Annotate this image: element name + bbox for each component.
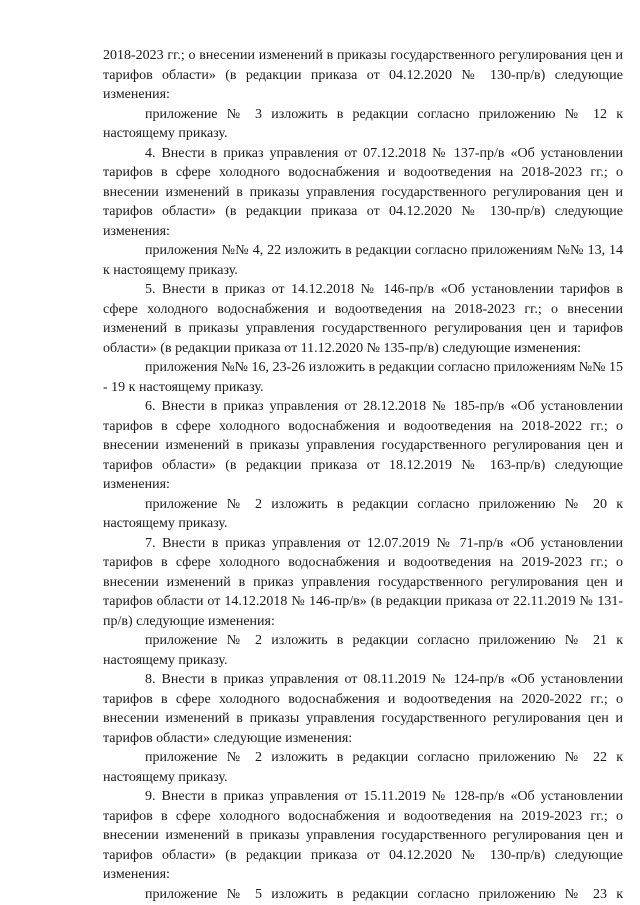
paragraph-appendix-13-14: приложения №№ 4, 22 изложить в редакции согласно приложениям №№ 13, 14 к настоящему приказу.: [103, 243, 623, 278]
paragraph-item-7: 7. Внести в приказ управления от 12.07.2019 № 71-пр/в «Об установлении тарифов в сфере холодного водоснабжения и водоотведения на 2019-2023 гг.; о внесении изменений в приказ управления государственного регулирования цен и тарифов области от 14.12.2018 № 146-пр/в» (в редакции приказа от 22.11.2019 № 131-пр/в) следующие изменения:: [103, 535, 623, 629]
paragraph-item-8: 8. Внести в приказ управления от 08.11.2019 № 124-пр/в «Об установлении тарифов в сфере холодного водоснабжения и водоотведения на 2020-2022 гг.; о внесении изменений в приказы управления государственного регулирования цен и тарифов области» следующие изменения:: [103, 672, 623, 746]
paragraph-appendix-23: приложение № 5 изложить в редакции согласно приложению № 23 к: [145, 886, 623, 902]
paragraph-appendix-22: приложение № 2 изложить в редакции согласно приложению № 22 к настоящему приказу.: [103, 750, 623, 785]
paragraph-continuation: 2018-2023 гг.; о внесении изменений в приказы государственного регулирования цен и тарифов области» (в редакции приказа от 04.12.2020 № 130-пр/в) следующие изменения:: [103, 48, 623, 102]
paragraph-appendix-15-19: приложения №№ 16, 23-26 изложить в редакции согласно приложениям №№ 15 - 19 к настоящему приказу.: [103, 360, 623, 395]
document-body: [103, 46, 623, 904]
paragraph-appendix-21: приложение № 2 изложить в редакции согласно приложению № 21 к настоящему приказу.: [103, 633, 623, 668]
paragraph-item-5: 5. Внести в приказ от 14.12.2018 № 146-пр/в «Об установлении тарифов в сфере холодного водоснабжения и водоотведения на 2018-2023 гг.; о внесении изменений в приказы управления государственного регулирования цен и тарифов области» (в редакции приказа от 11.12.2020 № 135-пр/в) следующие изменения:: [103, 282, 623, 356]
paragraph-appendix-20: приложение № 2 изложить в редакции согласно приложению № 20 к настоящему приказу.: [103, 496, 623, 531]
paragraph-appendix-12: приложение № 3 изложить в редакции согласно приложению № 12 к настоящему приказу.: [103, 106, 623, 141]
paragraph-item-6: 6. Внести в приказ управления от 28.12.2018 № 185-пр/в «Об установлении тарифов в сфере холодного водоснабжения и водоотведения на 2018-2022 гг.; о внесении изменений в приказы управления государственного регулирования цен и тарифов области» (в редакции приказа от 18.12.2019 № 163-пр/в) следующие изменения:: [103, 399, 623, 492]
paragraph-item-9: 9. Внести в приказ управления от 15.11.2019 № 128-пр/в «Об установлении тарифов в сфере холодного водоснабжения и водоотведения на 2019-2023 гг.; о внесении изменений в приказы управления государственного регулирования цен и тарифов области» (в редакции приказа от 04.12.2020 № 130-пр/в) следующие изменения:: [103, 789, 623, 882]
paragraph-item-4: 4. Внести в приказ управления от 07.12.2018 № 137-пр/в «Об установлении тарифов в сфере холодного водоснабжения и водоотведения на 2018-2023 гг.; о внесении изменений в приказы управления государственного регулирования цен и тарифов области» (в редакции приказа от 04.12.2020 № 130-пр/в) следующие изменения:: [103, 145, 623, 239]
